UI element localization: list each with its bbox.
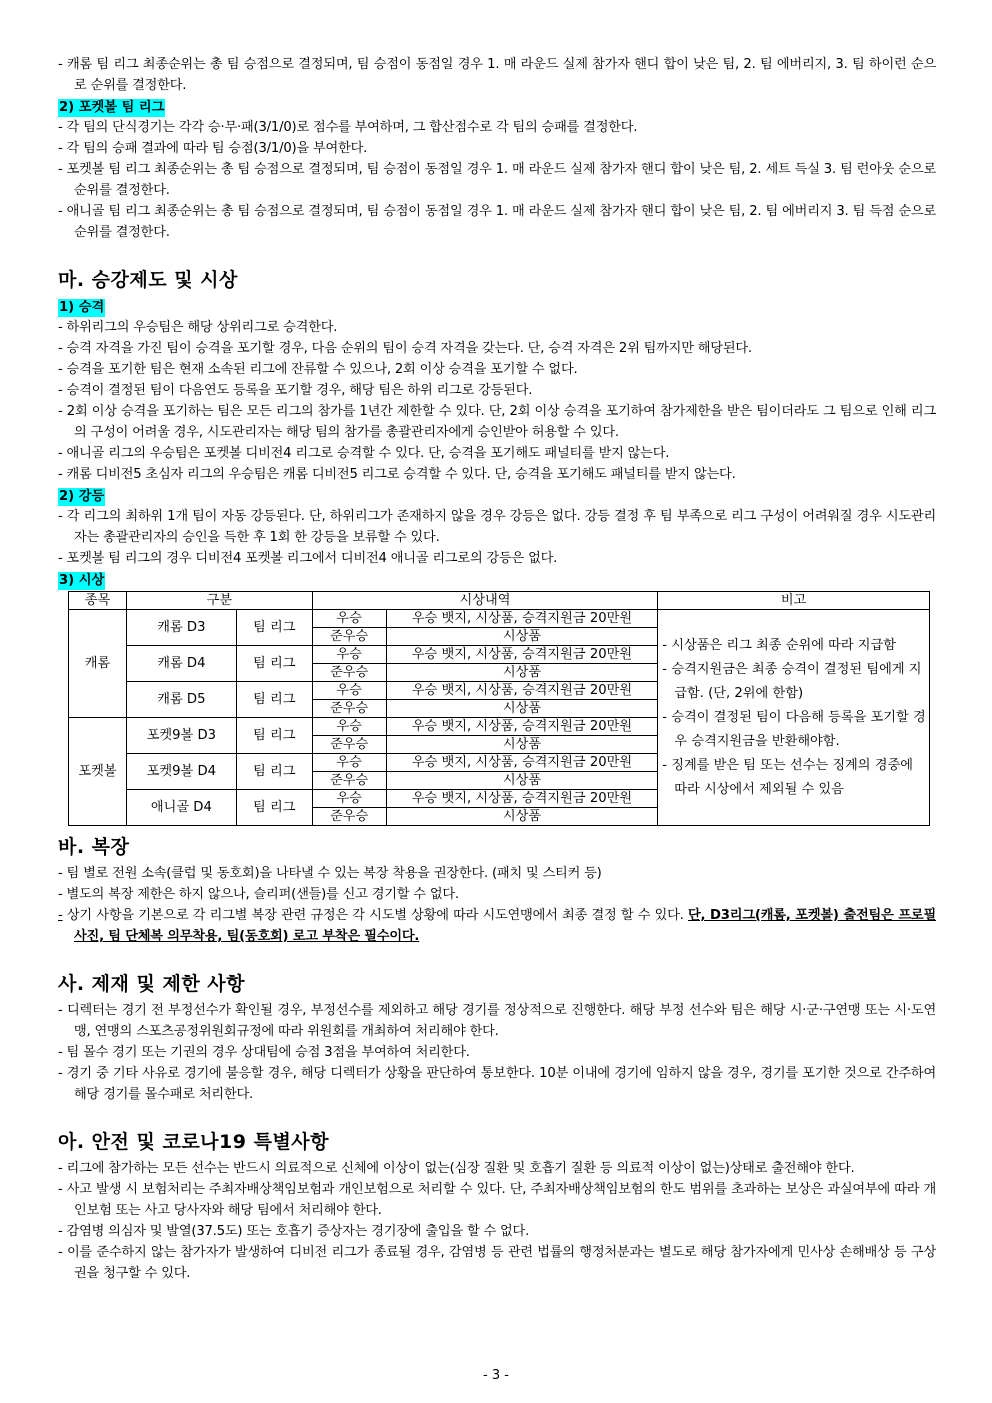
remark-item: - 징계를 받은 팀 또는 선수는 징계의 경중에 따라 시상에서 제외될 수 있음 <box>662 757 913 797</box>
rank-cell: 우승 <box>312 610 386 628</box>
rank-cell: 우승 <box>312 646 386 664</box>
list-item: - 팀 몰수 경기 또는 기권의 경우 상대팀에 승점 3점을 부여하여 처리한다. <box>58 1045 470 1060</box>
league-type-cell: 팀 리그 <box>236 790 312 826</box>
list-item: - 포켓볼 팀 리그의 경우 디비전4 포켓볼 리그에서 디비전4 애니골 리그로의 강등은 없다. <box>58 551 558 566</box>
list-item: - 승격을 포기한 팀은 현재 소속된 리그에 잔류할 수 있으나, 2회 이상 승격을 포기할 수 없다. <box>58 362 578 377</box>
pocket-team-subheading: 2) 포켓볼 팀 리그 <box>59 100 165 115</box>
list-item: - 캐롬 디비전5 초심자 리그의 우승팀은 캐롬 디비전5 리그로 승격할 수 있다. 단, 승격을 포기해도 패널티를 받지 않는다. <box>58 467 736 482</box>
prize-cell: 시상품 <box>386 736 658 754</box>
list-item: - 사고 발생 시 보험처리는 주최자배상책임보험과 개인보험으로 처리할 수 있다. 단, 주최자배상책임보험의 한도 범위를 초과하는 보상은 과실여부에 따라 개인보험 또는 사고 당사자와 해당 팀에서 처리해야 한다. <box>58 1182 936 1218</box>
prize-cell: 시상품 <box>386 700 658 718</box>
prize-cell: 시상품 <box>386 772 658 790</box>
rank-cell: 우승 <box>312 790 386 808</box>
rank-cell: 우승 <box>312 754 386 772</box>
rank-cell: 우승 <box>312 682 386 700</box>
list-item: - 애니골 팀 리그 최종순위는 총 팀 승점으로 결정되며, 팀 승점이 동점일 경우 1. 매 라운드 실제 참가자 핸디 합이 낮은 팀, 2. 팀 에버리지 3. 팀 득점 순으로 순위를 결정한다. <box>58 204 936 240</box>
sport-pocketball: 포켓볼 <box>69 718 127 826</box>
division-cell: 캐롬 D4 <box>126 646 236 682</box>
division-cell: 포켓9볼 D3 <box>126 718 236 754</box>
list-item: - 팀 별로 전원 소속(클럽 및 동호회)을 나타낼 수 있는 복장 착용을 권장한다. (패치 및 스티커 등) <box>58 866 602 881</box>
section-heading-sanctions: 사. 제재 및 제한 사항 <box>58 973 246 995</box>
list-dash: - <box>58 908 63 923</box>
promotion-subheading: 1) 승격 <box>59 300 105 315</box>
prize-cell: 우승 뱃지, 시상품, 승격지원금 20만원 <box>386 610 658 628</box>
rank-cell: 준우승 <box>312 700 386 718</box>
section-heading-attire: 바. 복장 <box>58 836 130 858</box>
section-heading-safety: 아. 안전 및 코로나19 특별사항 <box>58 1131 330 1153</box>
list-item: - 승격 자격을 가진 팀이 승격을 포기할 경우, 다음 순위의 팀이 승격 자격을 갖는다. 단, 승격 자격은 2위 팀까지만 해당된다. <box>58 341 752 356</box>
remark-item: - 시상품은 리그 최종 순위에 따라 지급함 <box>662 637 897 653</box>
list-item: - 각 리그의 최하위 1개 팀이 자동 강등된다. 단, 하위리그가 존재하지 않을 경우 강등은 없다. 강등 결정 후 팀 부족으로 리그 구성이 어려워질 경우 시도관리자는 총괄관리자의 승인을 득한 후 1회 한 강등을 보류할 수 있다. <box>58 509 936 545</box>
prize-cell: 시상품 <box>386 628 658 646</box>
rank-cell: 준우승 <box>312 808 386 826</box>
list-item: - 이를 준수하지 않는 참가자가 발생하여 디비전 리그가 종료될 경우, 감염병 등 관련 법률의 행정처분과는 별도로 해당 참가자에게 민사상 손해배상 등 구상권을 청구할 수 있다. <box>58 1245 936 1281</box>
division-cell: 포켓9볼 D4 <box>126 754 236 790</box>
remark-item: - 승격이 결정된 팀이 다음해 등록을 포기할 경우 승격지원금을 반환해야함. <box>662 709 926 749</box>
list-item: - 애니골 리그의 우승팀은 포켓볼 디비전4 리그로 승격할 수 있다. 단, 승격을 포기해도 패널티를 받지 않는다. <box>58 446 670 461</box>
list-item: - 승격이 결정된 팀이 다음연도 등록을 포기할 경우, 해당 팀은 하위 리그로 강등된다. <box>58 383 533 398</box>
intro-item: - 캐롬 팀 리그 최종순위는 총 팀 승점으로 결정되며, 팀 승점이 동점일 경우 1. 매 라운드 실제 참가자 핸디 합이 낮은 팀, 2. 팀 에버리지, 3. 팀 하이런 순으로 순위를 결정한다. <box>58 57 936 93</box>
section-heading-promotion-awards: 마. 승강제도 및 시상 <box>58 269 238 291</box>
list-item: - 리그에 참가하는 모든 선수는 반드시 의료적으로 신체에 이상이 없는(심장 질환 및 호흡기 질환 등 의료적 이상이 없는)상태로 출전해야 한다. <box>58 1161 855 1176</box>
division-cell: 애니골 D4 <box>126 790 236 826</box>
header-category: 구분 <box>126 592 312 610</box>
prize-cell: 우승 뱃지, 시상품, 승격지원금 20만원 <box>386 718 658 736</box>
prize-cell: 우승 뱃지, 시상품, 승격지원금 20만원 <box>386 754 658 772</box>
league-type-cell: 팀 리그 <box>236 754 312 790</box>
rank-cell: 준우승 <box>312 736 386 754</box>
prize-cell: 우승 뱃지, 시상품, 승격지원금 20만원 <box>386 682 658 700</box>
rank-cell: 우승 <box>312 718 386 736</box>
rank-cell: 준우승 <box>312 664 386 682</box>
league-type-cell: 팀 리그 <box>236 682 312 718</box>
rank-cell: 준우승 <box>312 628 386 646</box>
list-item: - 디렉터는 경기 전 부정선수가 확인될 경우, 부정선수를 제외하고 해당 경기를 정상적으로 진행한다. 해당 부정 선수와 팀은 해당 시·군·구연맹 또는 시·도연맹, 연맹의 스포츠공정위원회규정에 따라 위원회를 개최하여 처리해야 한다. <box>58 1003 936 1039</box>
list-item: - 각 팀의 승패 결과에 따라 팀 승점(3/1/0)을 부여한다. <box>58 141 368 156</box>
awards-table <box>68 591 930 826</box>
prize-cell: 시상품 <box>386 808 658 826</box>
list-item: - 하위리그의 우승팀은 해당 상위리그로 승격한다. <box>58 320 338 335</box>
list-item: - 포켓볼 팀 리그 최종순위는 총 팀 승점으로 결정되며, 팀 승점이 동점일 경우 1. 매 라운드 실제 참가자 핸디 합이 낮은 팀, 2. 세트 득실 3. 팀 런아웃 순으로 순위를 결정한다. <box>58 162 936 198</box>
awards-subheading: 3) 시상 <box>59 573 105 588</box>
prize-cell: 우승 뱃지, 시상품, 승격지원금 20만원 <box>386 646 658 664</box>
league-type-cell: 팀 리그 <box>236 718 312 754</box>
attire-rule-emphasis: 단, D3리그(캐롬, 포켓볼) 출전팀은 프로필 사진, 팀 단체복 의무착용, 팀(동호회) 로고 부착은 필수이다. <box>74 908 936 944</box>
table-row <box>69 610 930 628</box>
attire-rule-text: 상기 사항을 기본으로 각 리그별 복장 관련 규정은 각 시도별 상황에 따라 시도연맹에서 최종 결정 할 수 있다. <box>62 908 688 923</box>
prize-cell: 시상품 <box>386 664 658 682</box>
remark-item: - 승격지원금은 최종 승격이 결정된 팀에게 지급함. (단, 2위에 한함) <box>662 661 922 701</box>
list-item: - 별도의 복장 제한은 하지 않으나, 슬리퍼(샌들)를 신고 경기할 수 없다. <box>58 887 459 902</box>
list-item: - 각 팀의 단식경기는 각각 승·무·패(3/1/0)로 점수를 부여하며, 그 합산점수로 각 팀의 승패를 결정한다. <box>58 120 638 135</box>
prize-cell: 우승 뱃지, 시상품, 승격지원금 20만원 <box>386 790 658 808</box>
page-number: - 3 - <box>483 1368 509 1383</box>
division-cell: 캐롬 D5 <box>126 682 236 718</box>
list-item: - 감염병 의심자 및 발열(37.5도) 또는 호흡기 증상자는 경기장에 출입을 할 수 없다. <box>58 1224 530 1239</box>
remarks-cell <box>658 610 930 826</box>
rank-cell: 준우승 <box>312 772 386 790</box>
header-award-details: 시상내역 <box>312 592 658 610</box>
league-type-cell: 팀 리그 <box>236 610 312 646</box>
sport-carom: 캐롬 <box>69 610 127 718</box>
header-remarks: 비고 <box>658 592 930 610</box>
league-type-cell: 팀 리그 <box>236 646 312 682</box>
relegation-subheading: 2) 강등 <box>59 489 105 504</box>
list-item-attire-rule <box>58 905 936 947</box>
header-sport: 종목 <box>69 592 127 610</box>
list-item: - 2회 이상 승격을 포기하는 팀은 모든 리그의 참가를 1년간 제한할 수 있다. 단, 2회 이상 승격을 포기하여 참가제한을 받은 팀이더라도 그 팀으로 인해 리그의 구성이 어려울 경우, 시도관리자는 해당 팀의 참가를 총괄관리자에게 승인받아 허용할 수 있다. <box>58 404 936 440</box>
document-page <box>58 54 936 1284</box>
table-header-row <box>69 592 930 610</box>
list-item: - 경기 중 기타 사유로 경기에 불응할 경우, 해당 디렉터가 상황을 판단하여 통보한다. 10분 이내에 경기에 임하지 않을 경우, 경기를 포기한 것으로 간주하여 해당 경기를 몰수패로 처리한다. <box>58 1066 936 1102</box>
division-cell: 캐롬 D3 <box>126 610 236 646</box>
